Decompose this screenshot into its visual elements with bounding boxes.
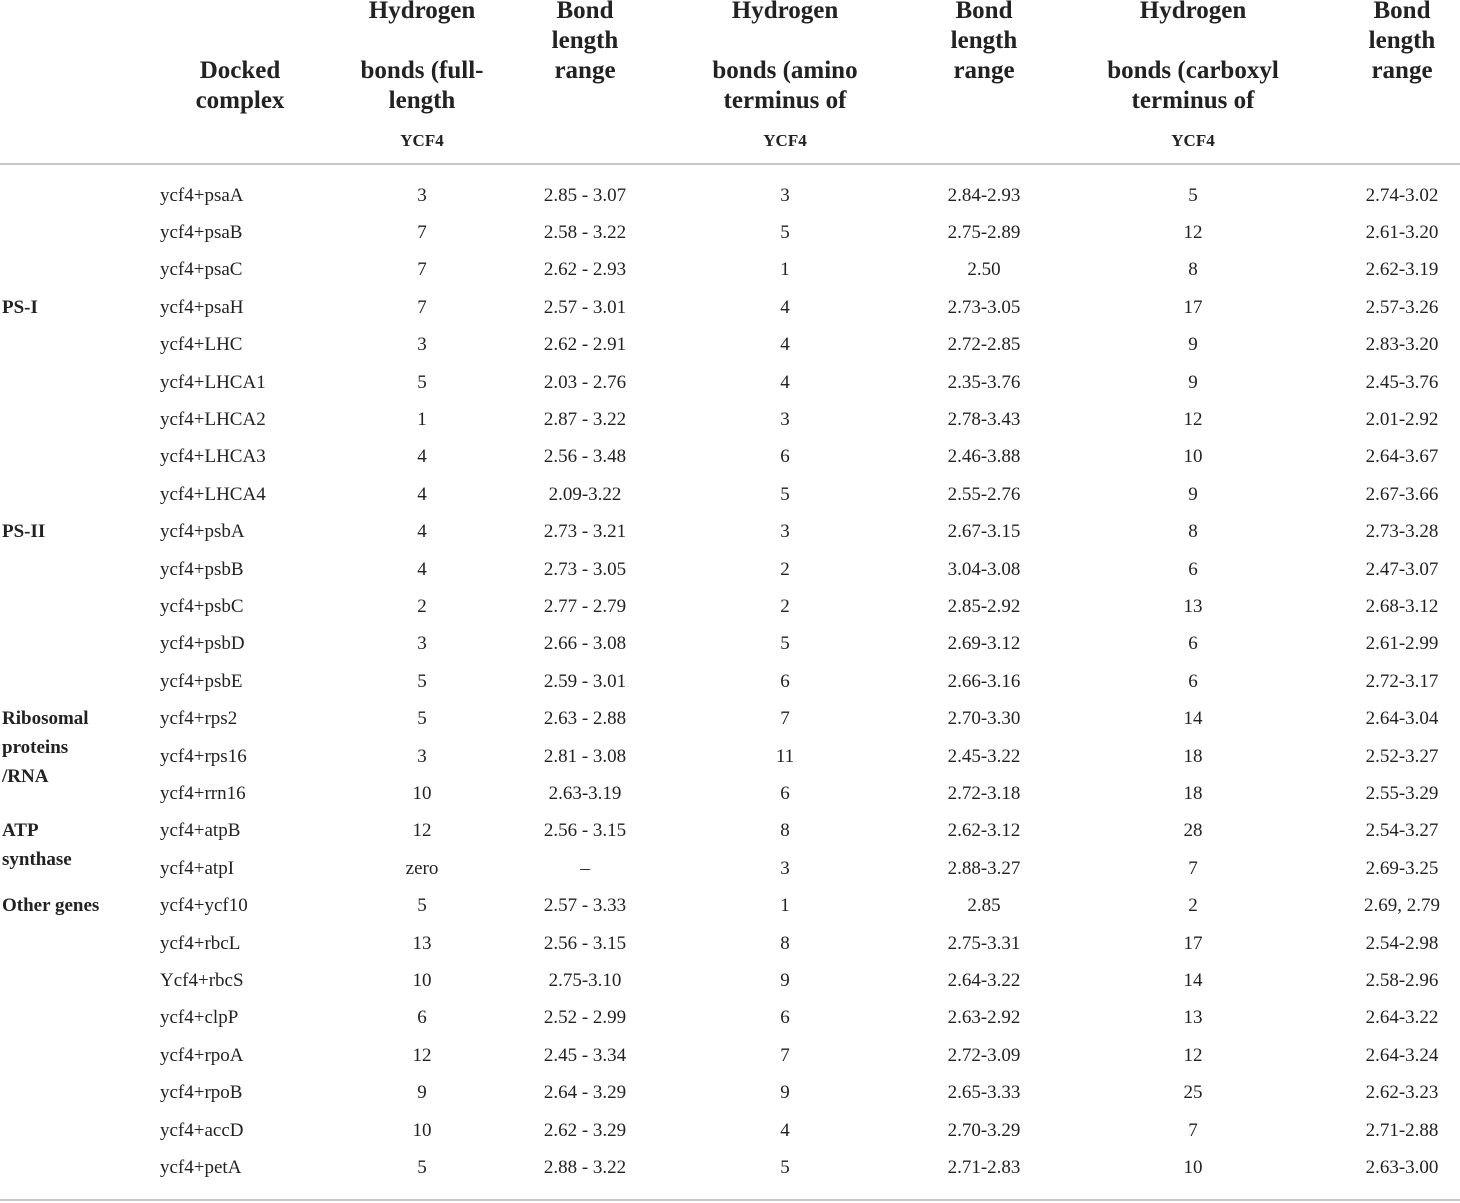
cell-hbonds-carboxyl: 9 xyxy=(1188,334,1198,356)
table-row xyxy=(0,700,1460,737)
header-docked-complex xyxy=(160,56,320,116)
cell-hbonds-amino: 6 xyxy=(780,446,790,468)
header-bond-length-1 xyxy=(505,0,665,86)
table-row xyxy=(0,962,1460,999)
cell-bond-length-carboxyl: 2.47-3.07 xyxy=(1365,558,1439,580)
cell-hbonds-full: 6 xyxy=(417,1007,427,1029)
cell-docked-complex: ycf4+LHCA3 xyxy=(160,446,266,468)
cell-bond-length-carboxyl: 2.69-3.25 xyxy=(1365,857,1439,879)
header-text: bonds (full- xyxy=(360,57,484,84)
header-text: bonds (carboxyl xyxy=(1107,57,1279,84)
cell-bond-length-carboxyl: 2.58-2.96 xyxy=(1365,969,1439,991)
cell-bond-length-full: 2.85 - 3.07 xyxy=(543,184,627,206)
cell-bond-length-amino: 2.71-2.83 xyxy=(947,1156,1021,1178)
cell-hbonds-amino: 9 xyxy=(780,969,790,991)
cell-docked-complex: ycf4+psbB xyxy=(160,558,244,580)
table-row xyxy=(0,663,1460,700)
table-row xyxy=(0,812,1460,849)
header-text: Bond xyxy=(955,0,1013,24)
cell-hbonds-amino: 8 xyxy=(780,932,790,954)
table-row xyxy=(0,850,1460,887)
header-text: terminus of xyxy=(1131,87,1255,114)
cell-hbonds-carboxyl: 13 xyxy=(1183,1007,1203,1029)
cell-bond-length-full: 2.73 - 3.05 xyxy=(543,558,627,580)
cell-bond-length-full: 2.63-3.19 xyxy=(548,782,622,804)
cell-bond-length-carboxyl: 2.62-3.23 xyxy=(1365,1082,1439,1104)
cell-hbonds-full: 3 xyxy=(417,184,427,206)
cell-hbonds-carboxyl: 6 xyxy=(1188,633,1198,655)
cell-bond-length-amino: 2.45-3.22 xyxy=(947,745,1021,767)
cell-hbonds-amino: 9 xyxy=(780,1082,790,1104)
cell-docked-complex: ycf4+LHC xyxy=(160,334,243,356)
cell-hbonds-amino: 5 xyxy=(780,1156,790,1178)
header-text: length xyxy=(551,27,619,54)
cell-hbonds-amino: 7 xyxy=(780,708,790,730)
header-text: terminus of xyxy=(723,87,847,114)
cell-docked-complex: ycf4+LHCA4 xyxy=(160,483,266,505)
table-row xyxy=(0,1112,1460,1149)
cell-hbonds-amino: 2 xyxy=(780,558,790,580)
table-row xyxy=(0,1074,1460,1111)
cell-bond-length-full: 2.58 - 3.22 xyxy=(543,221,627,243)
cell-docked-complex: ycf4+rpoB xyxy=(160,1082,243,1104)
cell-docked-complex: ycf4+LHCA2 xyxy=(160,408,266,430)
cell-hbonds-full: 4 xyxy=(417,558,427,580)
cell-hbonds-carboxyl: 12 xyxy=(1183,1044,1203,1066)
table-row xyxy=(0,588,1460,625)
cell-hbonds-carboxyl: 6 xyxy=(1188,670,1198,692)
cell-bond-length-amino: 2.75-2.89 xyxy=(947,221,1021,243)
cell-hbonds-amino: 1 xyxy=(780,259,790,281)
cell-bond-length-amino: 2.70-3.30 xyxy=(947,708,1021,730)
cell-bond-length-amino: 2.50 xyxy=(967,259,1001,281)
cell-bond-length-full: 2.88 - 3.22 xyxy=(543,1156,627,1178)
cell-bond-length-amino: 2.72-3.18 xyxy=(947,782,1021,804)
table-row xyxy=(0,214,1460,251)
cell-bond-length-carboxyl: 2.83-3.20 xyxy=(1365,334,1439,356)
cell-bond-length-amino: 3.04-3.08 xyxy=(947,558,1021,580)
cell-bond-length-amino: 2.35-3.76 xyxy=(947,371,1021,393)
group-label-line: proteins xyxy=(2,737,69,759)
table-row xyxy=(0,625,1460,662)
cell-bond-length-carboxyl: 2.64-3.22 xyxy=(1365,1007,1439,1029)
cell-docked-complex: ycf4+psaH xyxy=(160,296,244,318)
cell-bond-length-carboxyl: 2.69, 2.79 xyxy=(1364,895,1440,917)
cell-hbonds-full: 5 xyxy=(417,1156,427,1178)
cell-bond-length-full: 2.59 - 3.01 xyxy=(543,670,627,692)
cell-hbonds-full: 10 xyxy=(412,782,432,804)
cell-docked-complex: ycf4+rbcL xyxy=(160,932,241,954)
group-label-line: synthase xyxy=(2,849,72,871)
cell-bond-length-full: 2.03 - 2.76 xyxy=(543,371,627,393)
table-row xyxy=(0,438,1460,475)
table-row xyxy=(0,887,1460,924)
cell-bond-length-carboxyl: 2.64-3.04 xyxy=(1365,708,1439,730)
header-bond-length-3 xyxy=(1330,0,1460,86)
cell-bond-length-carboxyl: 2.64-3.67 xyxy=(1365,446,1439,468)
header-text: Hydrogen xyxy=(368,0,476,24)
cell-hbonds-full: 3 xyxy=(417,633,427,655)
cell-hbonds-carboxyl: 9 xyxy=(1188,483,1198,505)
cell-bond-length-amino: 2.73-3.05 xyxy=(947,296,1021,318)
cell-bond-length-full: 2.56 - 3.15 xyxy=(543,932,627,954)
cell-bond-length-amino: 2.72-3.09 xyxy=(947,1044,1021,1066)
cell-bond-length-amino: 2.46-3.88 xyxy=(947,446,1021,468)
cell-hbonds-full: 4 xyxy=(417,483,427,505)
cell-docked-complex: ycf4+psaB xyxy=(160,221,243,243)
header-hbonds-full-sub: YCF4 xyxy=(400,131,444,150)
cell-hbonds-amino: 4 xyxy=(780,1119,790,1141)
cell-bond-length-full: 2.52 - 2.99 xyxy=(543,1007,627,1029)
cell-hbonds-full: 5 xyxy=(417,708,427,730)
cell-bond-length-carboxyl: 2.57-3.26 xyxy=(1365,296,1439,318)
cell-hbonds-carboxyl: 14 xyxy=(1183,708,1203,730)
cell-bond-length-full: 2.77 - 2.79 xyxy=(543,595,627,617)
group-label xyxy=(2,816,72,874)
group-label-line: /RNA xyxy=(2,766,49,788)
table-row xyxy=(0,513,1460,550)
cell-hbonds-amino: 2 xyxy=(780,595,790,617)
cell-bond-length-amino: 2.55-2.76 xyxy=(947,483,1021,505)
group-label-line: ATP xyxy=(2,820,39,842)
cell-hbonds-carboxyl: 25 xyxy=(1183,1082,1203,1104)
cell-bond-length-amino: 2.78-3.43 xyxy=(947,408,1021,430)
cell-bond-length-carboxyl: 2.45-3.76 xyxy=(1365,371,1439,393)
cell-bond-length-amino: 2.85-2.92 xyxy=(947,595,1021,617)
cell-hbonds-amino: 7 xyxy=(780,1044,790,1066)
cell-hbonds-amino: 11 xyxy=(775,745,795,767)
cell-hbonds-full: 7 xyxy=(417,296,427,318)
cell-bond-length-full: 2.64 - 3.29 xyxy=(543,1082,627,1104)
cell-bond-length-full: 2.57 - 3.01 xyxy=(543,296,627,318)
cell-bond-length-amino: 2.85 xyxy=(967,895,1001,917)
group-label-line: Other genes xyxy=(2,895,100,917)
cell-docked-complex: ycf4+clpP xyxy=(160,1007,239,1029)
cell-bond-length-full: 2.63 - 2.88 xyxy=(543,708,627,730)
cell-hbonds-amino: 6 xyxy=(780,1007,790,1029)
cell-bond-length-full: – xyxy=(580,857,590,879)
cell-hbonds-full: 5 xyxy=(417,371,427,393)
cell-docked-complex: ycf4+rps2 xyxy=(160,708,238,730)
cell-hbonds-carboxyl: 12 xyxy=(1183,221,1203,243)
cell-bond-length-amino: 2.62-3.12 xyxy=(947,820,1021,842)
cell-hbonds-full: 12 xyxy=(412,820,432,842)
cell-hbonds-carboxyl: 10 xyxy=(1183,1156,1203,1178)
cell-bond-length-amino: 2.88-3.27 xyxy=(947,857,1021,879)
cell-bond-length-carboxyl: 2.72-3.17 xyxy=(1365,670,1439,692)
cell-hbonds-amino: 6 xyxy=(780,782,790,804)
cell-bond-length-carboxyl: 2.74-3.02 xyxy=(1365,184,1439,206)
cell-hbonds-full: 7 xyxy=(417,259,427,281)
cell-hbonds-carboxyl: 5 xyxy=(1188,184,1198,206)
cell-bond-length-full: 2.62 - 3.29 xyxy=(543,1119,627,1141)
cell-hbonds-amino: 3 xyxy=(780,857,790,879)
cell-bond-length-full: 2.87 - 3.22 xyxy=(543,408,627,430)
group-label-line: Ribosomal xyxy=(2,708,89,730)
cell-bond-length-amino: 2.70-3.29 xyxy=(947,1119,1021,1141)
cell-docked-complex: ycf4+rpoA xyxy=(160,1044,244,1066)
cell-bond-length-full: 2.81 - 3.08 xyxy=(543,745,627,767)
cell-docked-complex: ycf4+atpI xyxy=(160,857,235,879)
cell-bond-length-carboxyl: 2.55-3.29 xyxy=(1365,782,1439,804)
cell-hbonds-amino: 6 xyxy=(780,670,790,692)
header-bond-length-2 xyxy=(904,0,1064,86)
cell-hbonds-full: 4 xyxy=(417,521,427,543)
cell-docked-complex: ycf4+rps16 xyxy=(160,745,247,767)
cell-bond-length-carboxyl: 2.54-3.27 xyxy=(1365,820,1439,842)
cell-hbonds-amino: 5 xyxy=(780,221,790,243)
cell-bond-length-full: 2.57 - 3.33 xyxy=(543,895,627,917)
cell-docked-complex: ycf4+psbA xyxy=(160,521,245,543)
table-row xyxy=(0,251,1460,288)
cell-bond-length-carboxyl: 2.73-3.28 xyxy=(1365,521,1439,543)
cell-bond-length-full: 2.62 - 2.91 xyxy=(543,334,627,356)
header-text: length xyxy=(388,87,456,114)
cell-hbonds-full: 1 xyxy=(417,408,427,430)
cell-hbonds-carboxyl: 8 xyxy=(1188,259,1198,281)
cell-hbonds-carboxyl: 14 xyxy=(1183,969,1203,991)
header-text: length xyxy=(1368,27,1436,54)
cell-bond-length-full: 2.56 - 3.48 xyxy=(543,446,627,468)
table-row xyxy=(0,999,1460,1036)
header-text: range xyxy=(554,57,616,84)
cell-hbonds-full: 4 xyxy=(417,446,427,468)
cell-bond-length-amino: 2.65-3.33 xyxy=(947,1082,1021,1104)
cell-bond-length-carboxyl: 2.63-3.00 xyxy=(1365,1156,1439,1178)
cell-hbonds-amino: 1 xyxy=(780,895,790,917)
header-text: bonds (amino xyxy=(712,57,858,84)
cell-hbonds-amino: 5 xyxy=(780,483,790,505)
table-row xyxy=(0,551,1460,588)
cell-hbonds-full: 7 xyxy=(417,221,427,243)
cell-bond-length-carboxyl: 2.61-3.20 xyxy=(1365,221,1439,243)
cell-docked-complex: ycf4+psaA xyxy=(160,184,244,206)
header-hbonds-carboxyl-sub: YCF4 xyxy=(1171,131,1215,150)
cell-bond-length-carboxyl: 2.62-3.19 xyxy=(1365,259,1439,281)
cell-hbonds-full: 5 xyxy=(417,895,427,917)
cell-hbonds-full: 5 xyxy=(417,670,427,692)
cell-hbonds-full: zero xyxy=(405,857,439,879)
cell-hbonds-carboxyl: 6 xyxy=(1188,558,1198,580)
cell-bond-length-carboxyl: 2.61-2.99 xyxy=(1365,633,1439,655)
cell-hbonds-amino: 4 xyxy=(780,334,790,356)
cell-bond-length-carboxyl: 2.68-3.12 xyxy=(1365,595,1439,617)
cell-hbonds-full: 10 xyxy=(412,969,432,991)
table-row xyxy=(0,401,1460,438)
cell-hbonds-carboxyl: 8 xyxy=(1188,521,1198,543)
table-row xyxy=(0,289,1460,326)
cell-hbonds-amino: 4 xyxy=(780,296,790,318)
group-label xyxy=(2,517,45,546)
table-row xyxy=(0,364,1460,401)
cell-bond-length-carboxyl: 2.52-3.27 xyxy=(1365,745,1439,767)
cell-hbonds-carboxyl: 18 xyxy=(1183,782,1203,804)
cell-docked-complex: Ycf4+rbcS xyxy=(160,969,244,991)
cell-hbonds-amino: 3 xyxy=(780,521,790,543)
cell-bond-length-amino: 2.66-3.16 xyxy=(947,670,1021,692)
table-row xyxy=(0,1149,1460,1186)
cell-hbonds-full: 10 xyxy=(412,1119,432,1141)
cell-bond-length-carboxyl: 2.71-2.88 xyxy=(1365,1119,1439,1141)
cell-hbonds-carboxyl: 13 xyxy=(1183,595,1203,617)
table-row xyxy=(0,177,1460,214)
group-label xyxy=(2,293,38,322)
header-text: range xyxy=(953,57,1015,84)
cell-bond-length-amino: 2.69-3.12 xyxy=(947,633,1021,655)
cell-hbonds-full: 3 xyxy=(417,334,427,356)
bottom-divider xyxy=(0,1199,1460,1201)
cell-hbonds-carboxyl: 7 xyxy=(1188,857,1198,879)
group-label-line: PS-I xyxy=(2,296,38,318)
table-row xyxy=(0,476,1460,513)
cell-hbonds-full: 12 xyxy=(412,1044,432,1066)
cell-docked-complex: ycf4+psaC xyxy=(160,259,243,281)
cell-bond-length-full: 2.56 - 3.15 xyxy=(543,820,627,842)
table-row xyxy=(0,925,1460,962)
cell-hbonds-carboxyl: 9 xyxy=(1188,371,1198,393)
header-text: Bond xyxy=(556,0,614,24)
cell-bond-length-carboxyl: 2.67-3.66 xyxy=(1365,483,1439,505)
cell-docked-complex: ycf4+accD xyxy=(160,1119,244,1141)
cell-docked-complex: ycf4+rrn16 xyxy=(160,782,246,804)
cell-bond-length-carboxyl: 2.01-2.92 xyxy=(1365,408,1439,430)
table-row xyxy=(0,775,1460,812)
cell-bond-length-full: 2.66 - 3.08 xyxy=(543,633,627,655)
header-text: Hydrogen xyxy=(1139,0,1247,24)
cell-hbonds-full: 9 xyxy=(417,1082,427,1104)
cell-hbonds-amino: 5 xyxy=(780,633,790,655)
cell-hbonds-amino: 4 xyxy=(780,371,790,393)
cell-bond-length-full: 2.73 - 3.21 xyxy=(543,521,627,543)
table-row xyxy=(0,326,1460,363)
header-hbonds-amino xyxy=(690,0,880,116)
header-text: length xyxy=(950,27,1018,54)
cell-docked-complex: ycf4+LHCA1 xyxy=(160,371,266,393)
header-hbonds-carboxyl xyxy=(1083,0,1303,116)
cell-hbonds-amino: 3 xyxy=(780,184,790,206)
header-hbonds-full xyxy=(342,0,502,116)
cell-hbonds-amino: 8 xyxy=(780,820,790,842)
cell-hbonds-carboxyl: 18 xyxy=(1183,745,1203,767)
group-label-line: PS-II xyxy=(2,521,46,543)
cell-bond-length-full: 2.62 - 2.93 xyxy=(543,259,627,281)
cell-bond-length-full: 2.45 - 3.34 xyxy=(543,1044,627,1066)
header-hbonds-amino-sub: YCF4 xyxy=(763,131,807,150)
header-text: range xyxy=(1371,57,1433,84)
header-text: Hydrogen xyxy=(731,0,839,24)
table-row xyxy=(0,1037,1460,1074)
cell-hbonds-carboxyl: 28 xyxy=(1183,820,1203,842)
cell-bond-length-amino: 2.84-2.93 xyxy=(947,184,1021,206)
cell-hbonds-amino: 3 xyxy=(780,408,790,430)
cell-bond-length-amino: 2.75-3.31 xyxy=(947,932,1021,954)
cell-bond-length-amino: 2.72-2.85 xyxy=(947,334,1021,356)
group-label xyxy=(2,704,89,791)
cell-bond-length-amino: 2.63-2.92 xyxy=(947,1007,1021,1029)
cell-hbonds-full: 2 xyxy=(417,595,427,617)
cell-docked-complex: ycf4+ycf10 xyxy=(160,895,248,917)
header-text: Bond xyxy=(1373,0,1431,24)
cell-docked-complex: ycf4+psbE xyxy=(160,670,243,692)
cell-bond-length-full: 2.09-3.22 xyxy=(548,483,622,505)
cell-bond-length-amino: 2.67-3.15 xyxy=(947,521,1021,543)
cell-docked-complex: ycf4+psbC xyxy=(160,595,244,617)
cell-hbonds-carboxyl: 12 xyxy=(1183,408,1203,430)
header-text: complex xyxy=(195,87,285,114)
cell-bond-length-full: 2.75-3.10 xyxy=(548,969,622,991)
cell-bond-length-carboxyl: 2.64-3.24 xyxy=(1365,1044,1439,1066)
cell-hbonds-carboxyl: 17 xyxy=(1183,296,1203,318)
cell-docked-complex: ycf4+psbD xyxy=(160,633,245,655)
header-text: Docked xyxy=(199,57,281,84)
cell-bond-length-amino: 2.64-3.22 xyxy=(947,969,1021,991)
cell-hbonds-full: 3 xyxy=(417,745,427,767)
cell-docked-complex: ycf4+atpB xyxy=(160,820,241,842)
group-label xyxy=(2,891,99,920)
cell-hbonds-carboxyl: 17 xyxy=(1183,932,1203,954)
cell-hbonds-full: 13 xyxy=(412,932,432,954)
cell-bond-length-carboxyl: 2.54-2.98 xyxy=(1365,932,1439,954)
table-row xyxy=(0,738,1460,775)
cell-docked-complex: ycf4+petA xyxy=(160,1156,242,1178)
cell-hbonds-carboxyl: 10 xyxy=(1183,446,1203,468)
cell-hbonds-carboxyl: 7 xyxy=(1188,1119,1198,1141)
header-divider xyxy=(0,163,1460,165)
cell-hbonds-carboxyl: 2 xyxy=(1188,895,1198,917)
